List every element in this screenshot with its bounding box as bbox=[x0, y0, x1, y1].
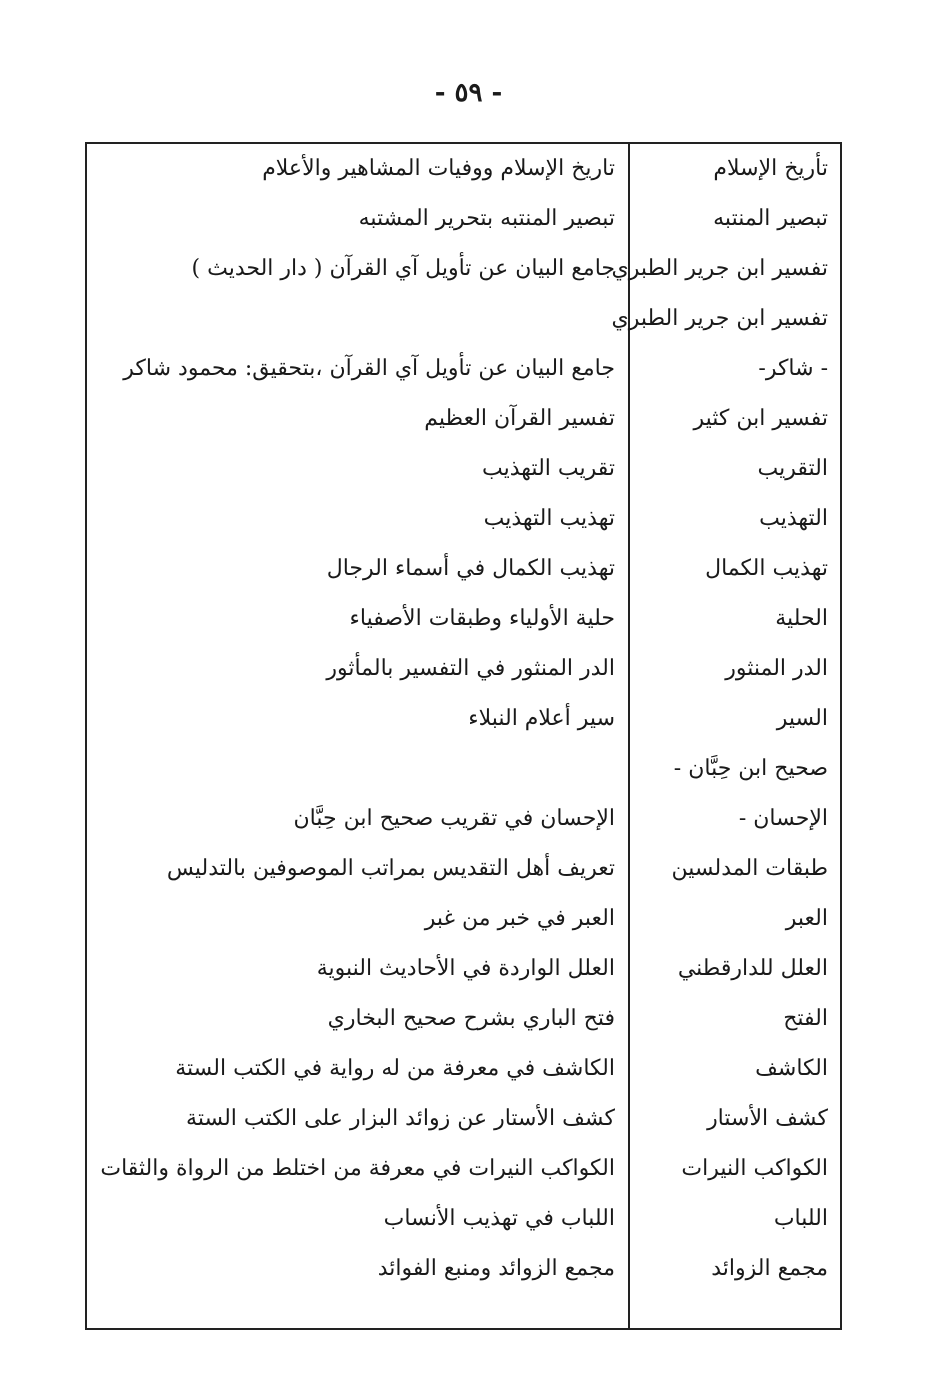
table-row bbox=[87, 444, 840, 494]
abbreviation-cell: - شاكر- bbox=[758, 356, 828, 381]
abbreviation-cell: السير bbox=[776, 706, 828, 731]
abbreviations-table bbox=[85, 142, 842, 1330]
table-row bbox=[87, 894, 840, 944]
table-row bbox=[87, 994, 840, 1044]
full-title-cell: مجمع الزوائد ومنبع الفوائد bbox=[377, 1256, 615, 1281]
full-title-cell: تعريف أهل التقديس بمراتب الموصوفين بالتدليس bbox=[166, 856, 615, 881]
abbreviation-cell: العبر bbox=[785, 906, 828, 931]
full-title-cell: تقريب التهذيب bbox=[482, 456, 615, 481]
table-row bbox=[87, 194, 840, 244]
table-row bbox=[87, 594, 840, 644]
full-title-cell: فتح الباري بشرح صحيح البخاري bbox=[327, 1006, 615, 1031]
full-title-cell: الدر المنثور في التفسير بالمأثور bbox=[326, 656, 615, 681]
abbreviation-cell: الفتح bbox=[783, 1006, 828, 1031]
table-row bbox=[87, 1244, 840, 1294]
full-title-cell: الكاشف في معرفة من له رواية في الكتب الستة bbox=[175, 1056, 615, 1081]
abbreviation-cell: تأريخ الإسلام bbox=[713, 156, 828, 181]
full-title-cell: سير أعلام النبلاء bbox=[468, 706, 615, 731]
abbreviation-cell: الحلية bbox=[775, 606, 828, 631]
table-row bbox=[87, 744, 840, 794]
abbreviation-cell: صحيح ابن حِبَّان - bbox=[673, 756, 828, 781]
full-title-cell: تهذيب الكمال في أسماء الرجال bbox=[326, 556, 615, 581]
abbreviation-cell: مجمع الزوائد bbox=[711, 1256, 828, 1281]
full-title-cell: العبر في خبر من غبر bbox=[424, 906, 615, 931]
abbreviation-cell: التقريب bbox=[757, 456, 828, 481]
abbreviation-cell: تهذيب الكمال bbox=[705, 556, 828, 581]
abbreviation-cell: التهذيب bbox=[759, 506, 828, 531]
table-row bbox=[87, 494, 840, 544]
table-row bbox=[87, 544, 840, 594]
full-title-cell: كشف الأستار عن زوائد البزار على الكتب الستة bbox=[186, 1106, 615, 1131]
table-row bbox=[87, 1194, 840, 1244]
abbreviation-cell: الكواكب النيرات bbox=[681, 1156, 828, 1181]
full-title-cell: الإحسان في تقريب صحيح ابن حِبَّان bbox=[293, 806, 615, 831]
abbreviation-cell: الدر المنثور bbox=[725, 656, 828, 681]
abbreviation-cell: تفسير ابن كثير bbox=[693, 406, 828, 431]
table-row bbox=[87, 694, 840, 744]
table-row bbox=[87, 944, 840, 994]
table-row bbox=[87, 344, 840, 394]
table-row bbox=[87, 1044, 840, 1094]
abbreviation-cell: الكاشف bbox=[755, 1056, 828, 1081]
abbreviation-cell: كشف الأستار bbox=[707, 1106, 828, 1131]
table-row bbox=[87, 294, 840, 344]
abbreviation-cell: تفسير ابن جرير الطبري bbox=[611, 256, 828, 281]
table-row bbox=[87, 144, 840, 194]
table-row bbox=[87, 394, 840, 444]
full-title-cell: جامع البيان عن تأويل آي القرآن ،بتحقيق: محمود شاكر bbox=[123, 356, 615, 381]
full-title-cell: جامع البيان عن تأويل آي القرآن ( دار الحديث ) bbox=[191, 256, 615, 281]
abbreviation-cell: تفسير ابن جرير الطبري bbox=[611, 306, 828, 331]
table-row bbox=[87, 644, 840, 694]
full-title-cell: تهذيب التهذيب bbox=[483, 506, 615, 531]
full-title-cell: العلل الواردة في الأحاديث النبوية bbox=[316, 956, 615, 981]
table-row bbox=[87, 244, 840, 294]
full-title-cell: الكواكب النيرات في معرفة من اختلط من الرواة والثقات bbox=[100, 1156, 615, 1181]
page-number: - ٥٩ - bbox=[434, 78, 503, 108]
abbreviation-cell: تبصير المنتبه bbox=[713, 206, 828, 231]
table-row bbox=[87, 794, 840, 844]
abbreviation-cell: العلل للدارقطني bbox=[677, 956, 828, 981]
abbreviation-cell: اللباب bbox=[773, 1206, 828, 1231]
full-title-cell: تبصير المنتبه بتحرير المشتبه bbox=[358, 206, 615, 231]
abbreviation-cell: الإحسان - bbox=[738, 806, 828, 831]
abbreviation-cell: طبقات المدلسين bbox=[671, 856, 828, 881]
full-title-cell: اللباب في تهذيب الأنساب bbox=[383, 1206, 615, 1231]
full-title-cell: تاريخ الإسلام ووفيات المشاهير والأعلام bbox=[262, 156, 615, 181]
table-row bbox=[87, 1094, 840, 1144]
full-title-cell: حلية الأولياء وطبقات الأصفياء bbox=[349, 606, 615, 631]
full-title-cell: تفسير القرآن العظيم bbox=[424, 406, 615, 431]
table-row bbox=[87, 1144, 840, 1194]
table-row bbox=[87, 844, 840, 894]
